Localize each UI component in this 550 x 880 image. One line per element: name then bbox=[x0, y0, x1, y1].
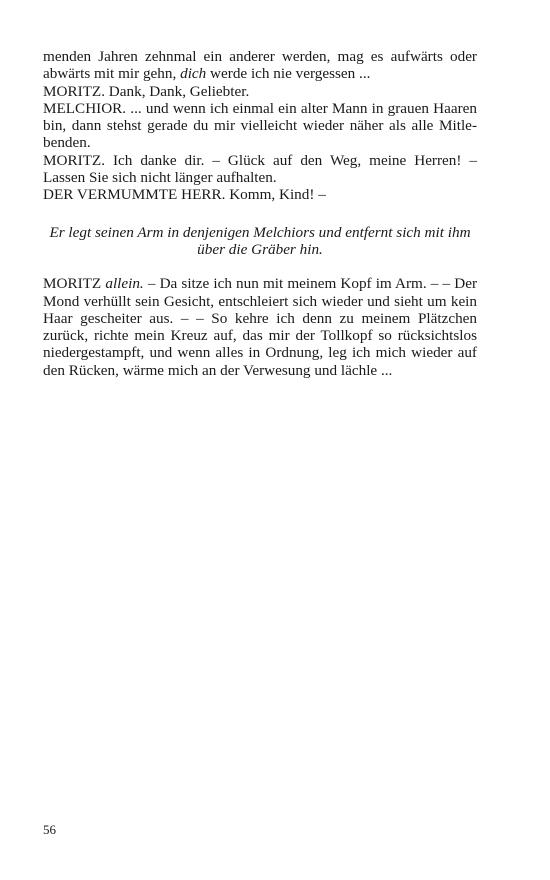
text-run: werde ich nie vergessen ... bbox=[206, 65, 371, 83]
line-moritz-danke: MORITZ. Ich danke dir. – Glück auf den Weg, meine Herren! – Lassen Sie sich nicht länger aufhalten. bbox=[43, 151, 477, 187]
monologue-text: – Da sitze ich nun mit meinem Kopf im Arm. – – Der Mond verhüllt sein Gesicht, entschleiert sich wieder und sieht um kein Haar gescheiter aus. – – So kehre ich denn zu meinem Plätzchen zurück, richte mein Kreuz auf, das mir der Tollkopf so rücksichtslos niedergestampft, und wenn alles in Ordnung, leg ich mich wieder auf den Rücken, wärme mich an der Verwesung und lächle ... bbox=[43, 275, 477, 379]
stage-direction: Er legt seinen Arm in denjenigen Melchiors und entfernt sich mit ihm über die Gräber hin. bbox=[49, 223, 471, 258]
speaker-name: MORITZ bbox=[43, 275, 106, 293]
page-text bbox=[43, 48, 477, 379]
text-run: menden Jahren zehnmal ein anderer werden, mag es aufwärts oder abwärts mit mir gehn, bbox=[43, 48, 477, 83]
paragraph-opening bbox=[43, 48, 477, 83]
line-melchior: MELCHIOR. ... und wenn ich einmal ein alter Mann in grauen Haaren bin, dann stehst gerade du mir vielleicht wieder näher als alle Mitlebenden. bbox=[43, 99, 477, 152]
line-vermummte-herr: DER VERMUMMTE HERR. Komm, Kind! – bbox=[43, 186, 326, 204]
speaker-aside: allein. bbox=[105, 275, 144, 293]
paragraph-moritz-allein bbox=[43, 275, 477, 379]
page-number: 56 bbox=[43, 822, 56, 837]
emphasis-text: dich bbox=[180, 65, 207, 83]
line-moritz-dank: MORITZ. Dank, Dank, Geliebter. bbox=[43, 82, 250, 100]
